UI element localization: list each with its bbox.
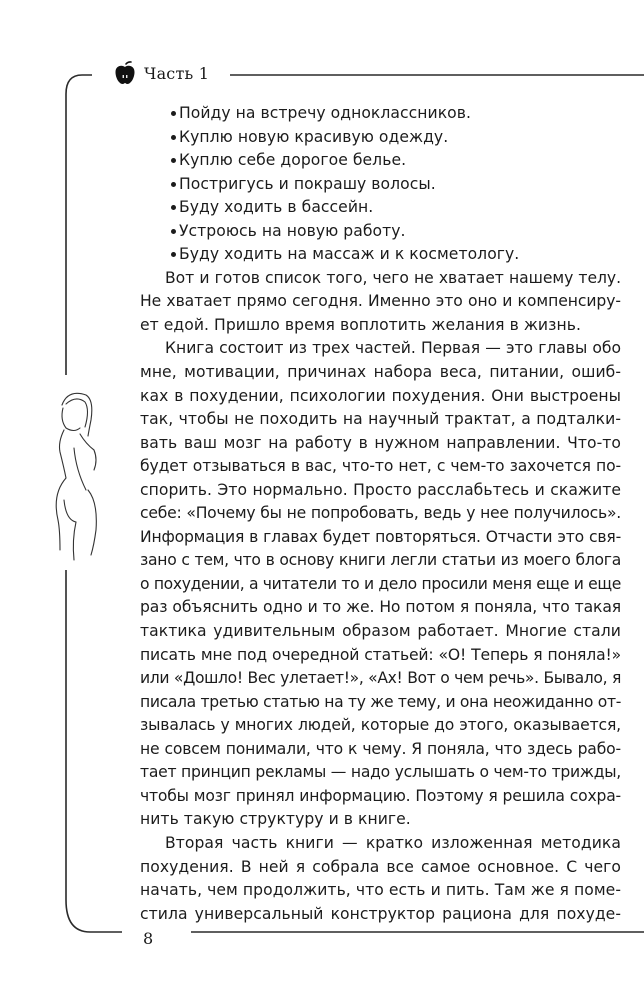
- list-item: Куплю новую красивую одежду.: [140, 126, 621, 150]
- text-line: Вот и готов список того, чего не хватает нашему телу.: [165, 268, 621, 287]
- text-line: стила универсальный конструктор рациона для похуде-: [140, 904, 621, 923]
- paragraphs: [140, 267, 621, 926]
- list-item: Буду ходить на массаж и к косметологу.: [140, 243, 621, 267]
- woman-silhouette-icon: [36, 390, 106, 570]
- text-line: похудения. В ней я собрала все самое основное. С чего: [140, 857, 621, 876]
- apple-icon: [114, 61, 136, 85]
- text-line: ках в похудении, психологии похудения. Они выстроены: [140, 386, 621, 405]
- bullet-icon: [171, 135, 176, 140]
- text-line: так, чтобы не походить на научный трактат, а подталки-: [140, 410, 621, 429]
- paragraph: [140, 832, 621, 926]
- text-line: раз объяснить одно и то же. Но потом я поняла, что такая: [140, 598, 621, 617]
- wish-list: [140, 102, 621, 267]
- chapter-title: Часть 1: [144, 63, 210, 83]
- text-line: будет отзываться в вас, что-то нет, с чем-то захочется по-: [140, 457, 621, 476]
- text-line: зано с тем, что в основу книги легли статьи из моего блога: [140, 551, 621, 570]
- text-line: спорить. Это нормально. Просто расслабьтесь и скажите: [140, 480, 621, 499]
- text-line: себе: «Почему бы не попробовать, ведь у нее получилось».: [140, 504, 621, 523]
- text-line: вать ваш мозг на работу в нужном направлении. Что-то: [140, 433, 621, 452]
- frame-top-left-corner: [66, 75, 92, 375]
- text-line: писать мне под очередной статьей: «О! Теперь я поняла!»: [140, 645, 621, 664]
- frame-bottom-left-corner: [66, 570, 122, 932]
- running-header: [114, 58, 209, 88]
- paragraph: [140, 337, 621, 831]
- list-item: Постригусь и покрашу волосы.: [140, 173, 621, 197]
- text-line: Вторая часть книги — кратко изложенная методика: [165, 833, 621, 852]
- page-number: 8: [143, 929, 154, 948]
- bullet-icon: [171, 111, 176, 116]
- text-line: не совсем понимали, что к чему. Я поняла, что здесь рабо-: [140, 739, 621, 758]
- text-line: зывалась у многих людей, которые до этого, оказывается,: [140, 716, 621, 735]
- list-item: Куплю себе дорогое белье.: [140, 149, 621, 173]
- text-line: Книга состоит из трех частей. Первая — это главы обо: [165, 339, 621, 358]
- bullet-icon: [171, 182, 176, 187]
- list-item: Пойду на встречу одноклассников.: [140, 102, 621, 126]
- text-line: мне, мотивации, причинах набора веса, питании, ошиб-: [140, 363, 621, 382]
- page-body: [140, 102, 621, 926]
- text-line: или «Дошло! Вес улетает!», «Ах! Вот о чем речь». Бывало, я: [140, 669, 621, 688]
- bullet-icon: [171, 229, 176, 234]
- text-line: писала третью статью на ту же тему, и она неожиданно от-: [140, 692, 621, 711]
- text-line: Информация в главах будет повторяться. Отчасти это свя-: [140, 527, 621, 546]
- text-line: о похудении, а читатели то и дело просили меня еще и еще: [140, 574, 621, 593]
- text-line: чтобы мозг принял информацию. Поэтому я решила сохра-: [140, 786, 621, 805]
- text-line: тактика удивительным образом работает. Многие стали: [140, 622, 621, 641]
- text-line: ет едой. Пришло время воплотить желания в жизнь.: [140, 315, 581, 334]
- list-item: Буду ходить в бассейн.: [140, 196, 621, 220]
- list-item: Устроюсь на новую работу.: [140, 220, 621, 244]
- paragraph: [140, 267, 621, 338]
- text-line: начать, чем продолжить, что есть и пить. Там же я поме-: [140, 881, 621, 900]
- text-line: нить такую структуру и в книге.: [140, 810, 411, 829]
- text-line: тает принцип рекламы — надо услышать о чем-то трижды,: [140, 763, 621, 782]
- text-line: Не хватает прямо сегодня. Именно это оно и компенсиру-: [140, 292, 621, 311]
